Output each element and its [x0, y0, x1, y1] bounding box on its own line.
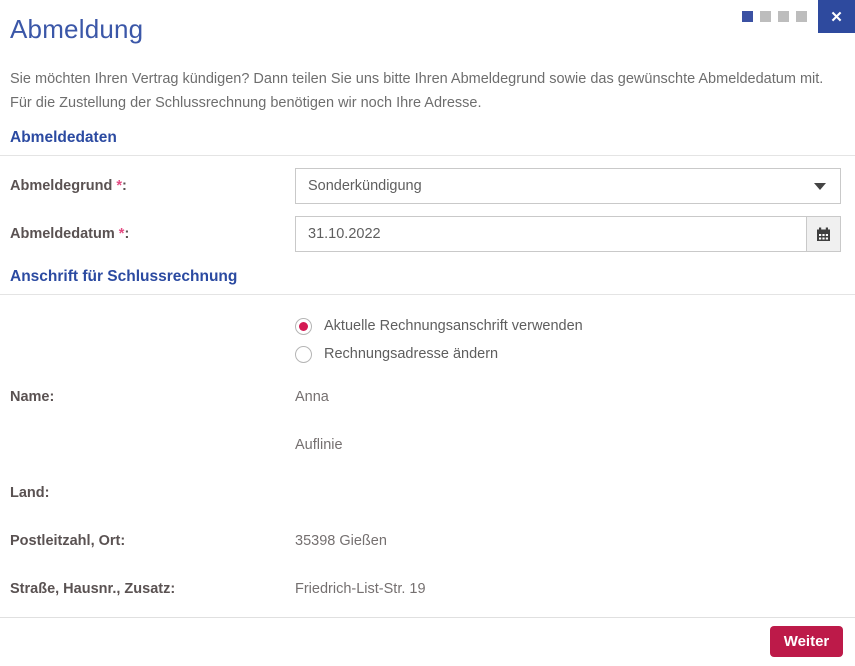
progress-step-4 [796, 11, 807, 22]
strasse-row [10, 581, 841, 599]
abmeldedatum-value: 31.10.2022 [308, 226, 381, 242]
address-mode-radio-group [295, 315, 841, 365]
required-star: * [116, 178, 122, 194]
abmeldegrund-label-text: Abmeldegrund [10, 178, 113, 194]
name-label: Name: [10, 389, 55, 405]
abmeldegrund-value: Sonderkündigung [308, 178, 422, 194]
radio-unselected-icon [295, 346, 312, 363]
close-icon: ✕ [830, 8, 843, 26]
address-summary [10, 389, 841, 599]
label-colon: : [124, 226, 130, 242]
plz-ort-row [10, 533, 841, 551]
radio-current-address[interactable] [295, 315, 841, 337]
progress-step-3 [778, 11, 789, 22]
close-button[interactable] [818, 0, 855, 33]
page-title: Abmeldung [10, 14, 144, 44]
strasse-value: Friedrich-List-Str. 19 [295, 581, 426, 597]
intro-text: Sie möchten Ihren Vertrag kündigen? Dann teilen Sie uns bitte Ihren Abmeldegrund sowie das gewünschte Abmeldedatum mit. Für die Zustellung der Schlussrechnung benötigen wir noch Ihre Adresse. [10, 71, 824, 111]
last-name-value: Auflinie [295, 437, 343, 453]
required-star: * [118, 226, 125, 242]
abmeldegrund-select[interactable] [295, 168, 841, 204]
first-name-value: Anna [295, 389, 329, 405]
chevron-down-icon [814, 183, 826, 190]
progress-step-2 [760, 11, 771, 22]
land-row [10, 485, 841, 503]
radio-selected-icon [295, 318, 312, 335]
abmeldedatum-field[interactable] [295, 216, 841, 252]
land-label: Land: [10, 485, 50, 501]
abmeldedatum-label-text: Abmeldedatum [10, 226, 115, 242]
abmeldegrund-row [10, 168, 841, 204]
plz-ort-value: 35398 Gießen [295, 533, 387, 549]
footer-divider [0, 617, 855, 618]
weiter-button[interactable]: Weiter [770, 626, 843, 657]
radio-change-address[interactable] [295, 343, 841, 365]
strasse-label: Straße, Hausnr., Zusatz: [10, 581, 176, 597]
section-title-anschrift: Anschrift für Schlussrechnung [0, 268, 855, 295]
abmeldedatum-row [10, 216, 841, 252]
label-colon: : [122, 178, 127, 194]
abmeldegrund-label [10, 178, 127, 194]
plz-ort-label: Postleitzahl, Ort: [10, 533, 126, 549]
progress-steps [742, 11, 807, 22]
radio-change-address-label: Rechnungsadresse ändern [324, 346, 499, 362]
radio-current-address-label: Aktuelle Rechnungsanschrift verwenden [324, 318, 583, 334]
name-row [10, 389, 841, 407]
calendar-icon [816, 227, 831, 242]
lastname-row [10, 437, 841, 455]
progress-step-1 [742, 11, 753, 22]
calendar-button[interactable] [806, 217, 840, 251]
abmeldedatum-label [10, 226, 129, 242]
section-title-abmeldedaten: Abmeldedaten [0, 129, 855, 156]
